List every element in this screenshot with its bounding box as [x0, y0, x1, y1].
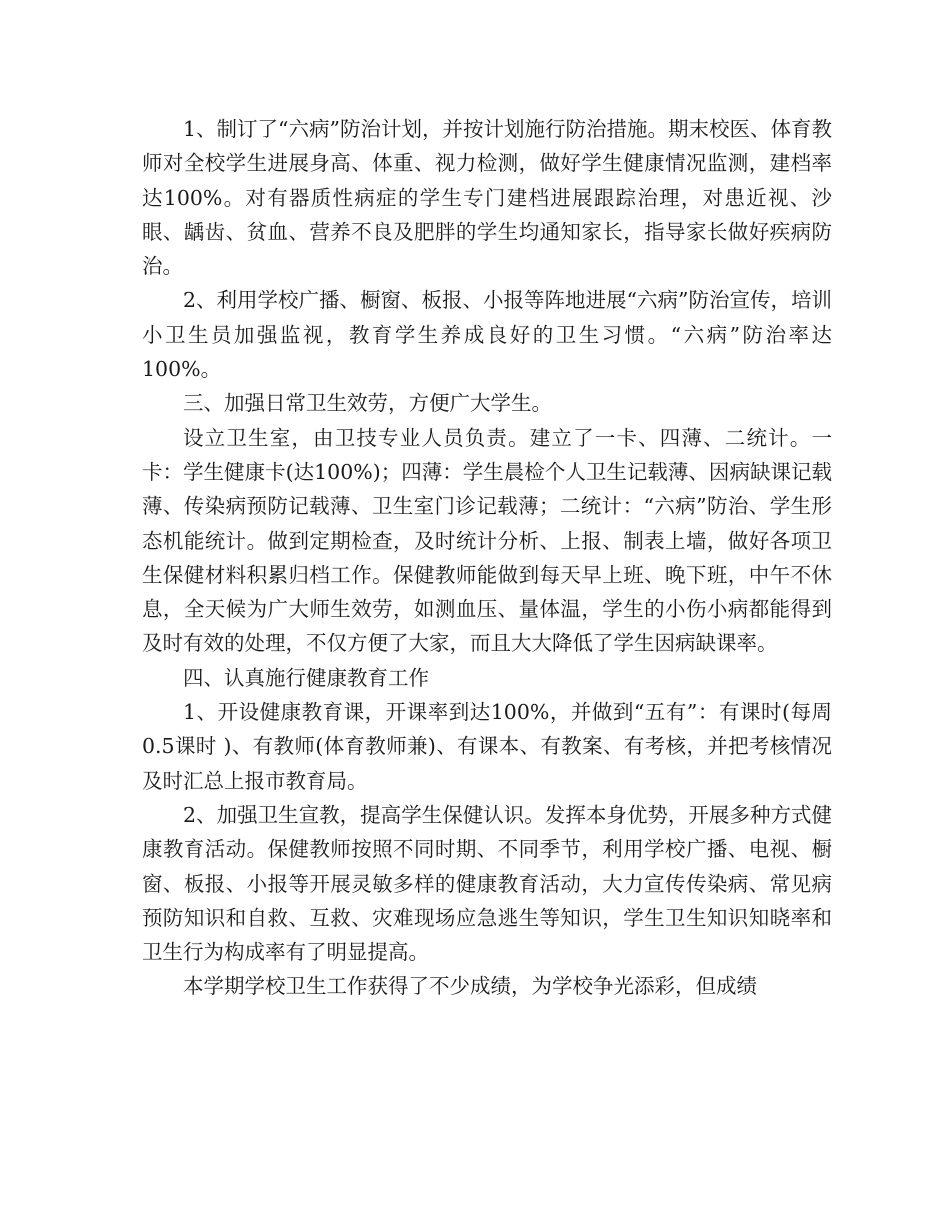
paragraph-health-course: 1、开设健康教育课，开课率到达100%，并做到“五有”：有课时(每周0.5课时 )、有教师(体育教师兼)、有课本、有教案、有考核，并把考核情况及时汇总上报市教育局。 — [142, 700, 832, 793]
document-body — [142, 112, 832, 1004]
paragraph-six-diseases-plan: 1、制订了“六病”防治计划，并按计划施行防治措施。期末校医、体育教师对全校学生进展身高、体重、视力检测，做好学生健康情况监测，建档率达100%。对有器质性病症的学生专门建档进展跟踪治理，对患近视、沙眼、龋齿、贫血、营养不良及肥胖的学生均通知家长，指导家长做好疾病防治。 — [142, 117, 833, 279]
paragraph-semester-summary: 本学期学校卫生工作获得了不少成绩，为学校争光添彩，但成绩 — [183, 974, 757, 999]
paragraph-health-publicity: 2、加强卫生宣教，提高学生保健认识。发挥本身优势，开展多种方式健康教育活动。保健教师按照不同时期、不同季节，利用学校广播、电视、橱窗、板报、小报等开展灵敏多样的健康教育活动，大力宣传传染病、常见病预防知识和自救、互救、灾难现场应急逃生等知识，学生卫生知识知晓率和卫生行为构成率有了明显提高。 — [142, 802, 832, 965]
paragraph-six-diseases-publicity: 2、利用学校广播、橱窗、板报、小报等阵地进展“六病”防治宣传，培训小卫生员加强监视，教育学生养成良好的卫生习惯。“六病”防治率达100%。 — [142, 288, 833, 382]
paragraph-health-room: 设立卫生室，由卫技专业人员负责。建立了一卡、四薄、二统计。一卡：学生健康卡(达100%)；四薄：学生晨检个人卫生记载薄、因病缺课记载薄、传染病预防记载薄、卫生室门诊记载薄；二统计：“六病”防治、学生形态机能统计。做到定期检查，及时统计分析、上报、制表上墙，做好各项卫生保健材料积累归档工作。保健教师能做到每天早上班、晚下班，中午不休息，全天候为广大师生效劳，如测血压、量体温，学生的小伤小病都能得到及时有效的处理，不仅方便了大家，而且大大降低了学生因病缺课率。 — [142, 425, 832, 656]
section-heading-health-education: 四、认真施行健康教育工作 — [183, 665, 429, 690]
section-heading-daily-health-service: 三、加强日常卫生效劳，方便广大学生。 — [183, 391, 552, 416]
